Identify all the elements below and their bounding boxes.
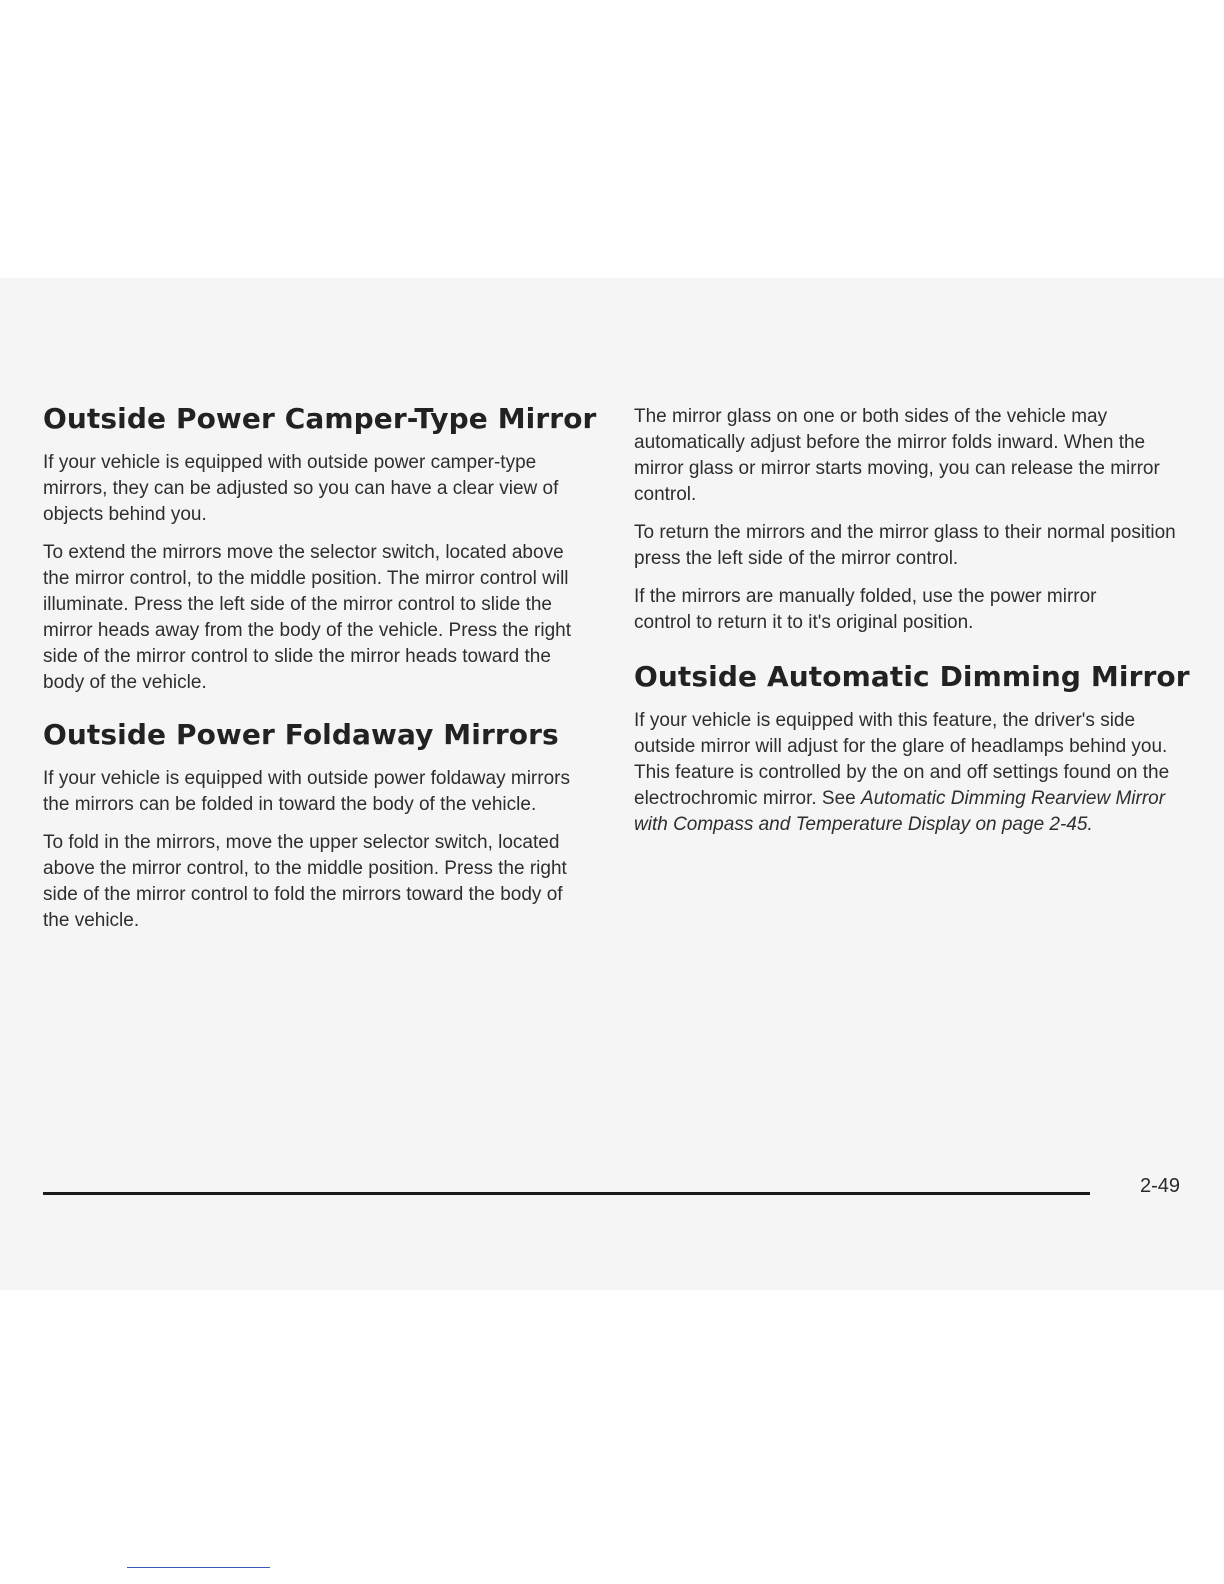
camper-mirror-intro: If your vehicle is equipped with outside power camper-type mirrors, they can be adjusted so you can have a clear view of objects behind you.	[43, 452, 559, 525]
automatic-dimming-description	[634, 708, 1184, 838]
heading-automatic-dimming-mirror: Outside Automatic Dimming Mirror	[634, 660, 1190, 693]
foldaway-mirrors-fold-instructions: To fold in the mirrors, move the upper selector switch, located above the mirror control, to the middle position. Press the right side of the mirror control to fold the mirrors toward the body of the vehicle.	[43, 832, 567, 931]
automatic-dimming-cross-reference: Automatic Dimming Rearview Mirror with Compass and Temperature Display on page 2-45.	[634, 788, 1166, 835]
mirror-glass-adjust-note: The mirror glass on one or both sides of the vehicle may automatically adjust before the mirror folds inward. When the mirror glass or mirror starts moving, you can release the mirror control.	[634, 406, 1160, 505]
camper-mirror-extend-instructions: To extend the mirrors move the selector switch, located above the mirror control, to the middle position. The mirror control will illuminate. Press the left side of the mirror control to slide the mirror heads away from the body of the vehicle. Press the right side of the mirror control to slide the mirror heads toward the body of the vehicle.	[43, 542, 572, 693]
right-column	[634, 404, 1194, 850]
page-number: 2-49	[1140, 1175, 1181, 1197]
foldaway-mirrors-intro: If your vehicle is equipped with outside power foldaway mirrors the mirrors can be folded in toward the body of the vehicle.	[43, 768, 570, 815]
automatic-dimming-text: If your vehicle is equipped with this feature, the driver's side outside mirror will adjust for the glare of headlamps behind you. This feature is controlled by the on and off settings found on the electrochromic mirror. See	[634, 710, 1170, 809]
left-column	[43, 402, 603, 946]
bottom-link-underline	[127, 1567, 270, 1568]
manually-folded-note: If the mirrors are manually folded, use the power mirror control to return it to it's original position.	[634, 586, 1097, 633]
heading-camper-type-mirror: Outside Power Camper-Type Mirror	[43, 402, 597, 435]
manual-page	[0, 278, 1224, 1290]
return-mirrors-instructions: To return the mirrors and the mirror glass to their normal position press the left side of the mirror control.	[634, 522, 1176, 569]
footer-rule	[43, 1192, 1090, 1195]
heading-foldaway-mirrors: Outside Power Foldaway Mirrors	[43, 718, 559, 751]
